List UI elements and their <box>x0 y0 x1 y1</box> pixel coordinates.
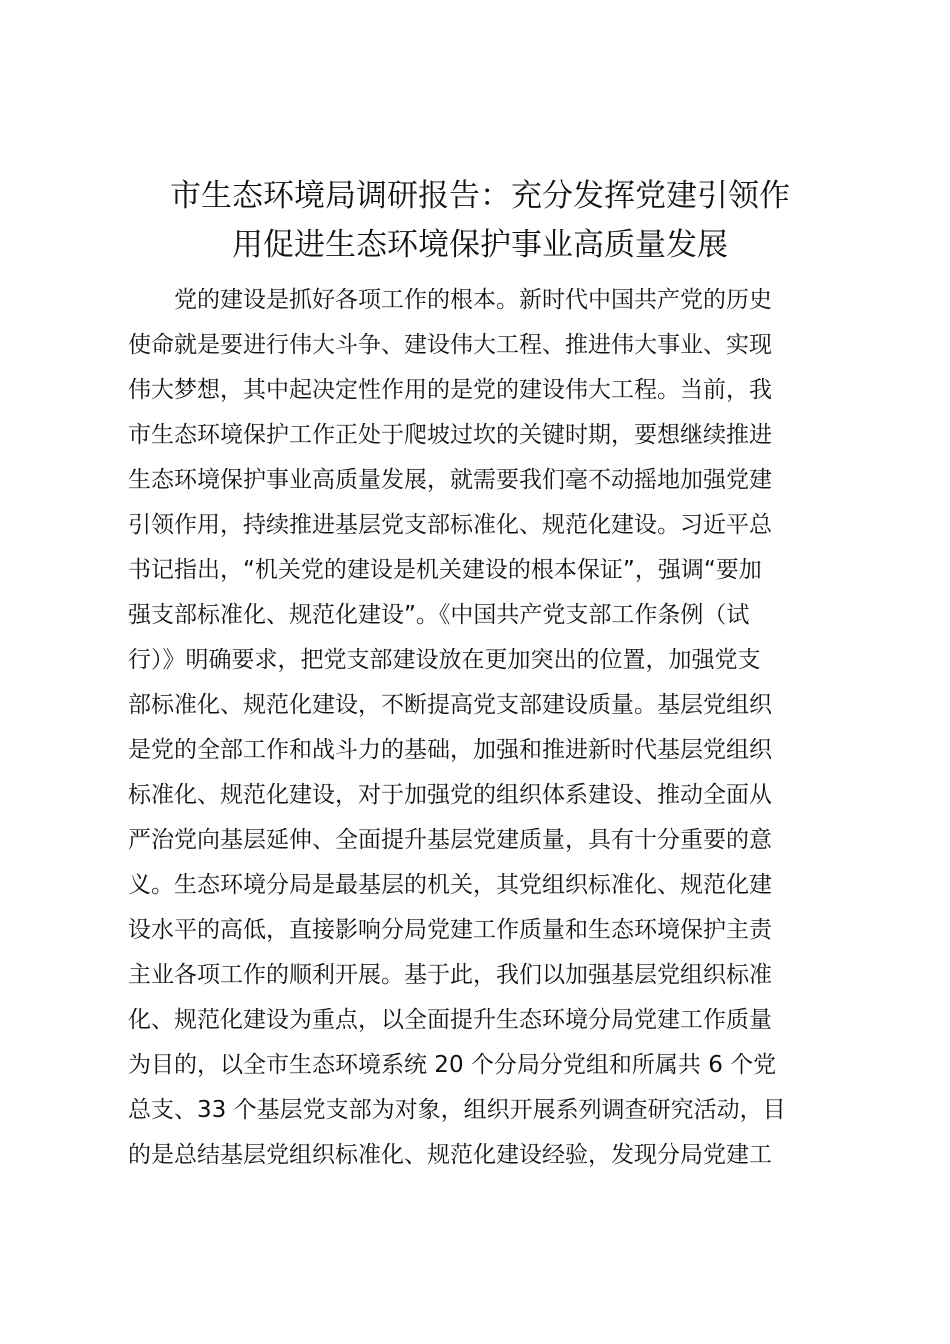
paragraph-line: 是党的全部工作和战斗力的基础，加强和推进新时代基层党组织 <box>128 737 772 763</box>
paragraph-line: 总支、33 个基层党支部为对象，组织开展系列调查研究活动，目 <box>128 1097 786 1123</box>
paragraph-line: 部标准化、规范化建设，不断提高党支部建设质量。基层党组织 <box>128 692 772 718</box>
paragraph-line: 强支部标准化、规范化建设”。《中国共产党支部工作条例（试 <box>128 602 750 628</box>
body-paragraph <box>128 278 832 1178</box>
paragraph-line: 伟大梦想，其中起决定性作用的是党的建设伟大工程。当前，我 <box>128 377 772 403</box>
paragraph-line: 设水平的高低，直接影响分局党建工作质量和生态环境保护主责 <box>128 917 772 943</box>
title-line: 用促进生态环境保护事业高质量发展 <box>232 227 728 263</box>
paragraph-line: 主业各项工作的顺利开展。基于此，我们以加强基层党组织标准 <box>128 962 772 988</box>
paragraph-line: 的是总结基层党组织标准化、规范化建设经验，发现分局党建工 <box>128 1142 772 1168</box>
document-title <box>110 172 850 270</box>
title-line: 市生态环境局调研报告：充分发挥党建引领作 <box>170 178 790 214</box>
paragraph-line: 严治党向基层延伸、全面提升基层党建质量，具有十分重要的意 <box>128 827 772 853</box>
paragraph-line: 化、规范化建设为重点，以全面提升生态环境分局党建工作质量 <box>128 1007 772 1033</box>
paragraph-line: 行）》明确要求，把党支部建设放在更加突出的位置，加强党支 <box>128 647 761 673</box>
paragraph-line: 引领作用，持续推进基层党支部标准化、规范化建设。习近平总 <box>128 512 772 538</box>
paragraph-line: 标准化、规范化建设，对于加强党的组织体系建设、推动全面从 <box>128 782 772 808</box>
paragraph-line: 义。生态环境分局是最基层的机关，其党组织标准化、规范化建 <box>128 872 772 898</box>
paragraph-line: 市生态环境保护工作正处于爬坡过坎的关键时期，要想继续推进 <box>128 422 772 448</box>
paragraph-line: 为目的，以全市生态环境系统 20 个分局分党组和所属共 6 个党 <box>128 1052 777 1078</box>
paragraph-line: 生态环境保护事业高质量发展，就需要我们毫不动摇地加强党建 <box>128 467 772 493</box>
paragraph-line: 党的建设是抓好各项工作的根本。新时代中国共产党的历史 <box>174 287 772 313</box>
paragraph-line: 使命就是要进行伟大斗争、建设伟大工程、推进伟大事业、实现 <box>128 332 772 358</box>
paragraph-line: 书记指出，“机关党的建设是机关建设的根本保证”，强调“要加 <box>128 557 762 583</box>
